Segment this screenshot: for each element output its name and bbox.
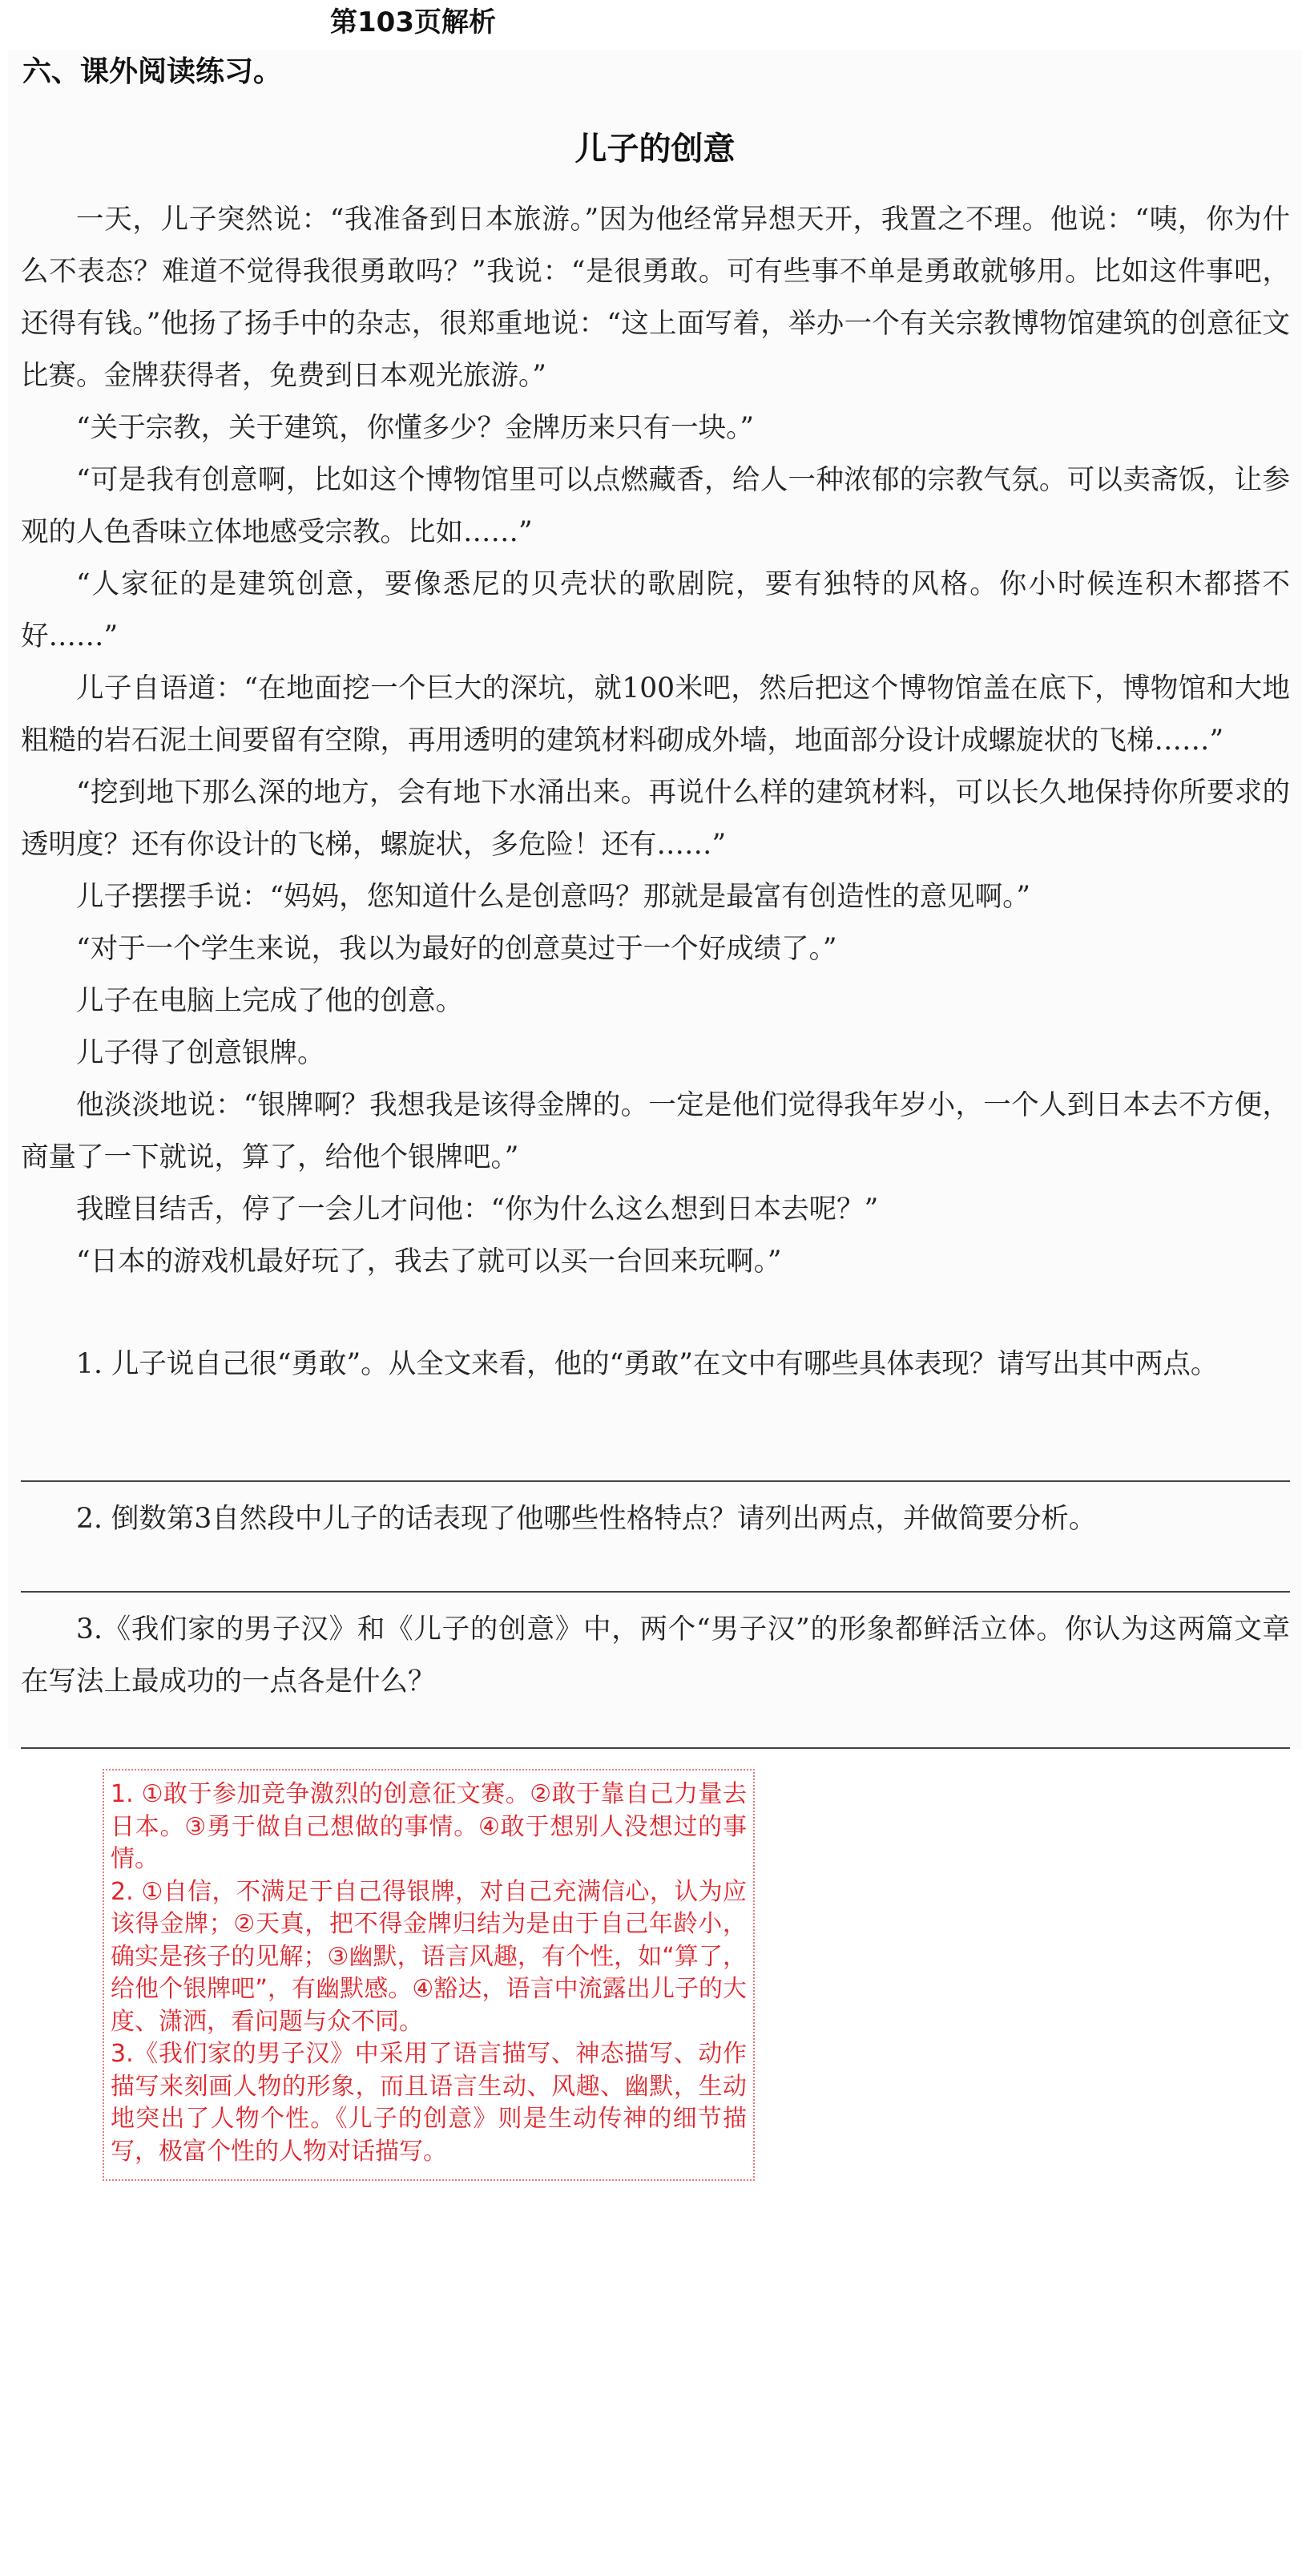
question-1 (21, 1338, 1290, 1391)
article-body (21, 194, 1290, 1288)
paragraph: “挖到地下那么深的地方，会有地下水涌出来。再说什么样的建筑材料，可以长久地保持你所要求的透明度？还有你设计的飞梯，螺旋状，多危险！还有……” (21, 777, 1290, 861)
answer-line-1 (21, 1480, 1290, 1482)
paragraph: 儿子自语道：“在地面挖一个巨大的深坑，就100米吧，然后把这个博物馆盖在底下，博物馆和大地粗糙的岩石泥土间要留有空隙，再用透明的建筑材料砌成外墙，地面部分设计成螺旋状的飞梯……” (21, 672, 1290, 757)
question-text: 3.《我们家的男子汉》和《儿子的创意》中，两个“男子汉”的形象都鲜活立体。你认为这两篇文章在写法上最成功的一点各是什么？ (21, 1613, 1290, 1698)
paragraph: “关于宗教，关于建筑，你懂多少？金牌历来只有一块。” (76, 412, 755, 444)
question-3 (21, 1604, 1290, 1708)
answer-line-3 (21, 1747, 1290, 1749)
paragraph: “对于一个学生来说，我以为最好的创意莫过于一个好成绩了。” (76, 933, 837, 965)
paragraph: “可是我有创意啊，比如这个博物馆里可以点燃藏香，给人一种浓郁的宗教气氛。可以卖斋饭，让参观的人色香味立体地感受宗教。比如……” (21, 464, 1290, 548)
answer-line-2 (21, 1591, 1290, 1593)
article-title: 儿子的创意 (574, 130, 736, 168)
question-text: 1. 儿子说自己很“勇敢”。从全文来看，他的“勇敢”在文中有哪些具体表现？请写出其中两点。 (76, 1348, 1219, 1380)
paragraph: 儿子得了创意银牌。 (76, 1037, 325, 1069)
page-title: 第103页解析 (330, 6, 496, 38)
answer-1: 1. ①敢于参加竞争激烈的创意征文赛。②敢于靠自己力量去日本。③勇于做自己想做的事情。④敢于想别人没想过的事情。 (111, 1780, 747, 1873)
paragraph: 儿子在电脑上完成了他的创意。 (76, 985, 463, 1017)
section-heading: 六、课外阅读练习。 (22, 55, 283, 88)
paragraph: “人家征的是建筑创意，要像悉尼的贝壳状的歌剧院，要有独特的风格。你小时候连积木都搭不好……” (21, 568, 1290, 652)
answer-2: 2. ①自信，不满足于自己得银牌，对自己充满信心，认为应该得金牌；②天真，把不得金牌归结为是由于自己年龄小，确实是孩子的见解；③幽默，语言风趣，有个性，如“算了，给他个银牌吧”，有幽默感。④豁达，语言中流露出儿子的大度、潇洒，看问题与众不同。 (111, 1877, 747, 2036)
paragraph: 他淡淡地说：“银牌啊？我想我是该得金牌的。一定是他们觉得我年岁小，一个人到日本去不方便，商量了一下就说，算了，给他个银牌吧。” (21, 1089, 1290, 1173)
paragraph: 一天，儿子突然说：“我准备到日本旅游。”因为他经常异想天开，我置之不理。他说：“咦，你为什么不表态？难道不觉得我很勇敢吗？”我说：“是很勇敢。可有些事不单是勇敢就够用。比如这件事吧，还得有钱。”他扬了扬手中的杂志，很郑重地说：“这上面写着，举办一个有关宗教博物馆建筑的创意征文比赛。金牌获得者，免费到日本观光旅游。” (21, 204, 1290, 392)
answer-3: 3.《我们家的男子汉》中采用了语言描写、神态描写、动作描写来刻画人物的形象，而且语言生动、风趣、幽默，生动地突出了人物个性。《儿子的创意》则是生动传神的细节描写，极富个性的人物对话描写。 (111, 2040, 747, 2166)
answer-box (103, 1769, 755, 2181)
question-text: 2. 倒数第3自然段中儿子的话表现了他哪些性格特点？请列出两点，并做简要分析。 (76, 1503, 1097, 1535)
question-2 (21, 1493, 1290, 1545)
paragraph: 儿子摆摆手说：“妈妈，您知道什么是创意吗？那就是最富有创造性的意见啊。” (76, 881, 1031, 913)
paragraph: 我瞠目结舌，停了一会儿才问他：“你为什么这么想到日本去呢？” (76, 1193, 879, 1225)
paragraph: “日本的游戏机最好玩了，我去了就可以买一台回来玩啊。” (76, 1246, 782, 1278)
